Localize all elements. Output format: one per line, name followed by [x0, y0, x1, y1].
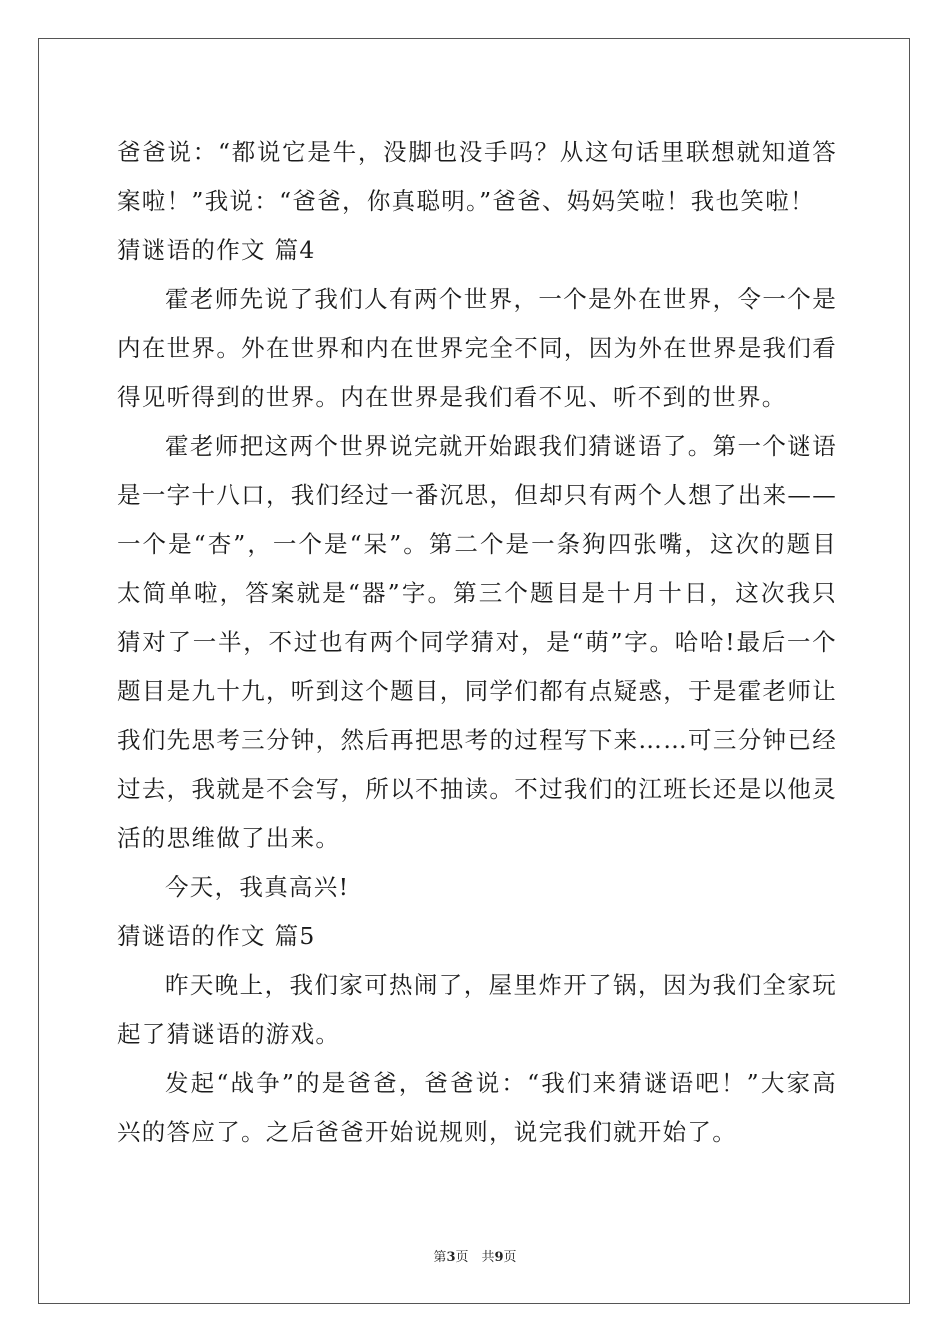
paragraph-1: 爸爸说：“都说它是牛，没脚也没手吗？从这句话里联想就知道答案啦！”我说：“爸爸，你真聪明。”爸爸、妈妈笑啦！我也笑啦！ [117, 138, 837, 215]
paragraph-2: 霍老师先说了我们人有两个世界，一个是外在世界，令一个是内在世界。外在世界和内在世界完全不同，因为外在世界是我们看得见听得到的世界。内在世界是我们看不见、听不到的世界。 [117, 285, 837, 411]
section-heading-4: 猜谜语的作文 篇4 [117, 236, 316, 264]
paragraph-6: 发起“战争”的是爸爸，爸爸说：“我们来猜谜语吧！”大家高兴的答应了。之后爸爸开始说规则，说完我们就开始了。 [117, 1069, 837, 1146]
section-heading-5: 猜谜语的作文 篇5 [117, 922, 316, 950]
footer-suffix: 页 [503, 1250, 517, 1265]
paragraph-5: 昨天晚上，我们家可热闹了，屋里炸开了锅，因为我们全家玩起了猜谜语的游戏。 [117, 971, 837, 1048]
footer-middle: 页 共 [455, 1250, 495, 1265]
document-body [117, 128, 837, 1157]
total-page-number: 9 [494, 1250, 504, 1265]
footer-prefix: 第 [433, 1250, 447, 1265]
paragraph-3: 霍老师把这两个世界说完就开始跟我们猜谜语了。第一个谜语是一字十八口，我们经过一番沉思，但却只有两个人想了出来——一个是“杏”，一个是“呆”。第二个是一条狗四张嘴，这次的题目太简单啦，答案就是“器”字。第三个题目是十月十日，这次我只猜对了一半，不过也有两个同学猜对，是“萌”字。哈哈!最后一个题目是九十九，听到这个题目，同学们都有点疑惑，于是霍老师让我们先思考三分钟，然后再把思考的过程写下来……可三分钟已经过去，我就是不会写，所以不抽读。不过我们的江班长还是以他灵活的思维做了出来。 [117, 432, 837, 852]
page-footer [0, 1246, 950, 1265]
current-page-number: 3 [446, 1250, 456, 1265]
paragraph-4: 今天，我真高兴! [165, 873, 350, 901]
